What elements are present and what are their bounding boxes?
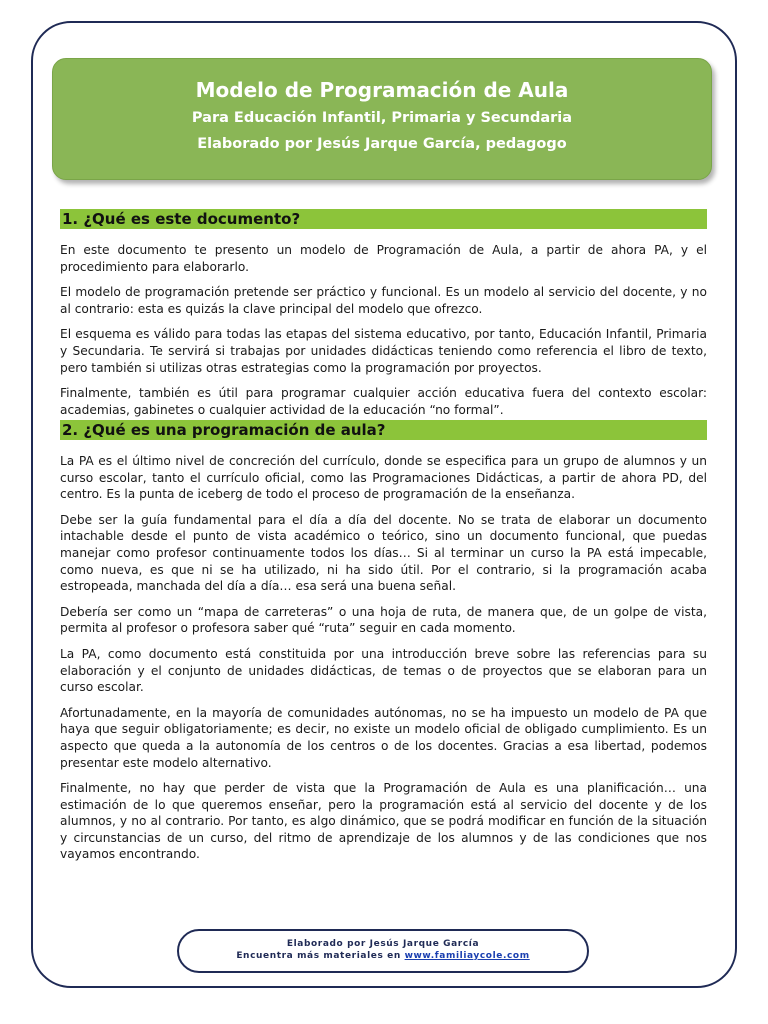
title-banner [52,58,712,180]
document-subtitle: Para Educación Infantil, Primaria y Secundaria [191,110,573,126]
paragraph: Debe ser la guía fundamental para el día a día del docente. No se trata de elaborar un documento intachable desde el punto de vista académico o teórico, sino un documento funcional, que puedas manejar como profesor continuamente todos los días… Si al terminar un curso la PA está impecable, como nueva, es que ni se ha utilizado, ni ha sido útil. Por el contrario, si la programación acaba estropeada, manchada del día a día… esa será una buena señal. [60,512,707,594]
section-body-2 [60,453,707,872]
footer-materials-line [179,950,587,962]
footer [177,929,589,973]
paragraph: Finalmente, también es útil para programar cualquier acción educativa fuera del contexto escolar: academias, gabinetes o cualquier actividad de la educación “no formal”. [60,386,707,417]
document-title: Modelo de Programación de Aula [195,78,569,102]
paragraph: El modelo de programación pretende ser práctico y funcional. Es un modelo al servicio del docente, y no al contrario: esta es quizás la clave principal del modelo que ofrezco. [60,285,707,316]
footer-materials-text: Encuentra más materiales en [236,951,405,961]
paragraph: El esquema es válido para todas las etapas del sistema educativo, por tanto, Educación Infantil, Primaria y Secundaria. Te servirá si trabajas por unidades didácticas teniendo como referencia el libro de texto, pero también si utilizas otras estrategias como la programación por proyectos. [60,327,707,375]
paragraph: Afortunadamente, en la mayoría de comunidades autónomas, no se ha impuesto un modelo de PA que haya que seguir obligatoriamente; es decir, no existe un modelo oficial de obligado cumplimiento. Es un aspecto que queda a la autonomía de los centros o de los docentes. Gracias a esa libertad, podemos presentar este modelo alternativo. [60,705,707,770]
section-heading-2: 2. ¿Qué es una programación de aula? [60,420,707,440]
section-heading-1: 1. ¿Qué es este documento? [60,209,707,229]
section-body-1 [60,242,707,427]
website-link[interactable]: www.familiaycole.com [404,951,530,961]
paragraph: La PA, como documento está constituida por una introducción breve sobre las referencias para su elaboración y el conjunto de unidades didácticas, de temas o de proyectos que se elaboran para un curso escolar. [60,646,707,695]
paragraph: En este documento te presento un modelo de Programación de Aula, a partir de ahora PA, y el procedimiento para elaborarlo. [60,243,707,274]
paragraph: Debería ser como un “mapa de carreteras” o una hoja de ruta, de manera que, de un golpe de vista, permita al profesor o profesora saber qué “ruta” seguir en cada momento. [60,604,707,636]
paragraph: La PA es el último nivel de concreción del currículo, donde se especifica para un grupo de alumnos y un curso escolar, tanto el currículo oficial, como las Programaciones Didácticas, a partir de ahora PD, del centro. Es la punta de iceberg de todo el proceso de programación de la enseñanza. [60,454,707,502]
footer-credit: Elaborado por Jesús Jarque García [286,939,480,949]
author-line: Elaborado por Jesús Jarque García, pedagogo [197,136,567,152]
paragraph: Finalmente, no hay que perder de vista que la Programación de Aula es una planificación… una estimación de lo que queremos enseñar, pero la programación está al servicio del docente y de los alumnos, y no al contrario. Por tanto, es algo dinámico, que se podrá modificar en función de la situación y circunstancias de un curso, del ritmo de aprendizaje de los alumnos y de las condiciones que nos vayamos encontrando. [60,781,707,862]
